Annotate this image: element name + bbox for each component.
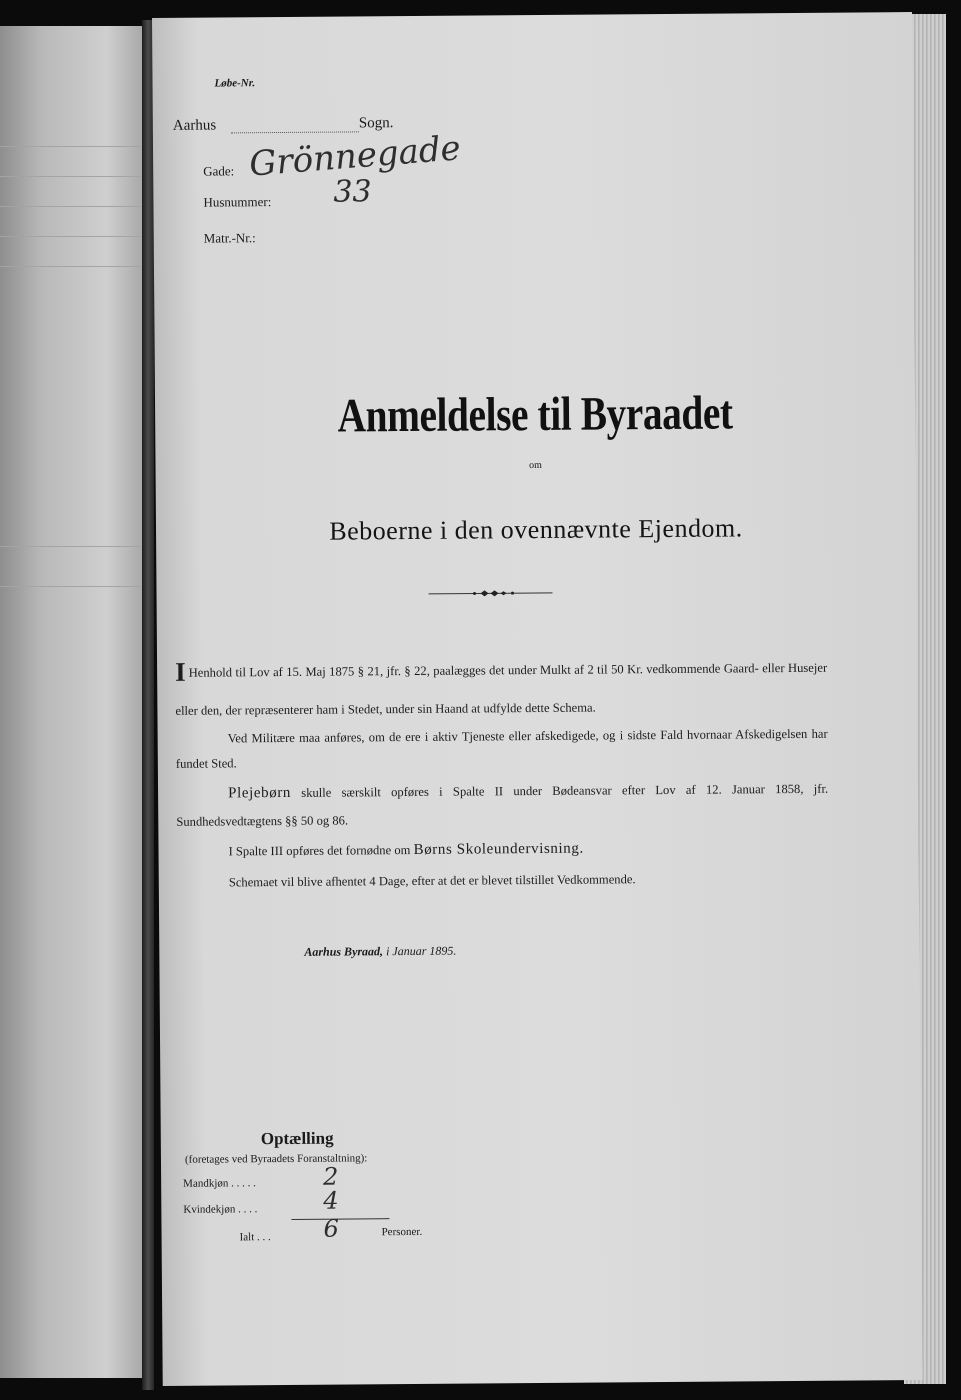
signature-date: i Januar 1895. [385,943,457,959]
ruling-line [0,206,142,207]
plejeborn-emphasis: Plejebørn [228,785,292,802]
signature-org: Aarhus Byraad, [304,944,384,959]
sogn-label: Sogn. [358,115,394,132]
paragraph-lov-text: Henhold til Lov af 15. Maj 1875 § 21, jfr. § 22, paalægges det under Mulkt af 2 til 50 Kr. vedkommende Gaard- eller Husejer eller den, der repræsenterer ham i Stedet, under sin Haand at udfylde dette Schema. [175,660,828,718]
gade-label: Gade: [203,163,235,179]
sum-rule [291,1218,389,1220]
ornament-divider [428,589,552,598]
paragraph-plejeborn [176,775,828,834]
ruling-line [0,586,142,587]
drop-initial: I [175,656,186,687]
signature-line [304,944,456,960]
husnummer-handwritten-value: 33 [333,174,372,210]
paragraph-spalte-iii-text: I Spalte III opføres det fornødne om [228,843,411,859]
sogn-dotted-line [231,131,359,133]
paragraph-lov [175,641,828,723]
mandkjon-label: Mandkjøn . . . . . [183,1177,256,1190]
paragraph-schemaet [177,866,829,896]
book-gutter [142,20,154,1390]
paragraph-militaere [176,722,828,776]
city-label: Aarhus [172,117,217,134]
ruling-line [0,546,142,547]
paragraph-schemaet-text: Schemaet vil blive afhentet 4 Dage, efter at det er blevet tilstillet Vedkommende. [228,872,636,890]
gade-handwritten-value: Grönnegade [247,128,463,185]
document-subtitle: Beboerne i den ovennævnte Ejendom. [329,513,743,546]
ialt-label: Ialt . . . [239,1231,271,1244]
title-connector: om [529,459,542,472]
lobe-nr-label: Løbe-Nr. [214,77,256,90]
paragraph-plejeborn-text: skulle særskilt opføres i Spalte II under Bødeansvar efter Lov af 12. Januar 1858, jfr. Sundhedsvedtægtens §§ 50 og 86. [176,781,829,829]
optaelling-subtitle: (foretages ved Byraadets Foranstaltning): [184,1152,368,1166]
paragraph-spalte-iii [176,833,828,867]
ruling-line [0,266,142,267]
mandkjon-handwritten-value: 2 [322,1162,339,1191]
document-title: Anmeldelse til Byraadet [337,386,733,443]
form-page [152,12,923,1386]
ialt-handwritten-value: 6 [323,1214,339,1243]
kvindekjon-handwritten-value: 4 [323,1186,339,1215]
matr-label: Matr.-Nr.: [203,230,256,246]
skoleundervisning-emphasis: Børns Skoleundervisning. [413,840,584,859]
left-facing-page [0,26,142,1378]
instructions-body [175,641,829,900]
husnummer-label: Husnummer: [203,194,272,210]
optaelling-title: Optælling [260,1128,334,1149]
ruling-line [0,146,142,147]
ruling-line [0,236,142,237]
kvindekjon-label: Kvindekjøn . . . . [183,1203,258,1216]
ruling-line [0,176,142,177]
paragraph-militaere-text: Ved Militære maa anføres, om de ere i aktiv Tjeneste eller afskedigede, og i sidste Fald hvornaar Afskedigelsen har fundet Sted. [175,726,828,771]
personer-label: Personer. [381,1225,423,1239]
